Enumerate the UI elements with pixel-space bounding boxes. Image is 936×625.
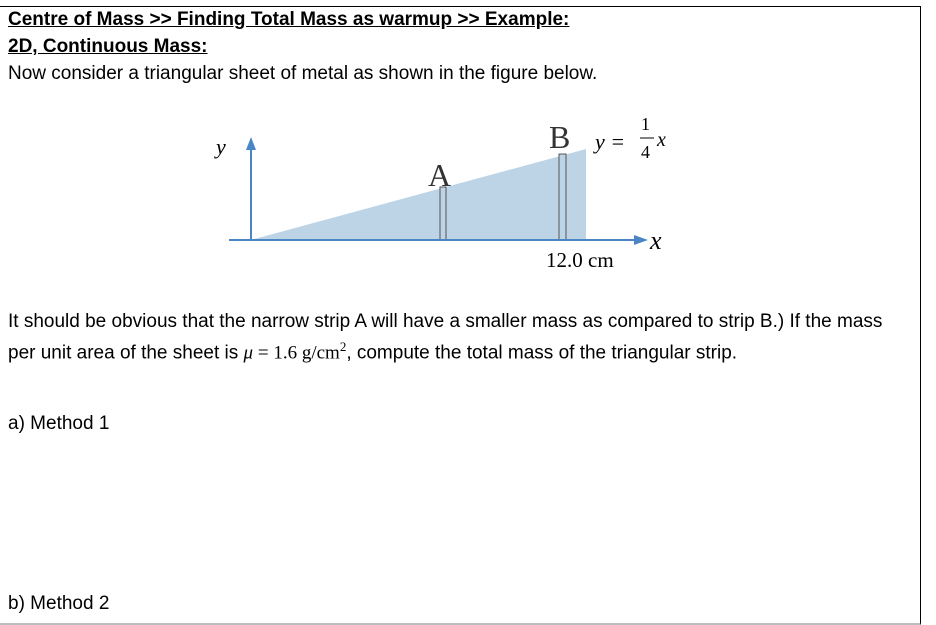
method-b: b) Method 2 bbox=[8, 593, 110, 614]
method-a: a) Method 1 bbox=[8, 413, 110, 434]
equation-lhs: y = bbox=[595, 129, 626, 154]
section-subtitle: 2D, Continuous Mass: bbox=[8, 36, 208, 57]
length-label: 12.0 cm bbox=[546, 248, 614, 272]
x-axis-label: x bbox=[650, 226, 662, 255]
equation-rhs: x bbox=[657, 129, 666, 151]
triangle-figure bbox=[0, 100, 936, 280]
breadcrumb-heading: Centre of Mass >> Finding Total Mass as warmup >> Example: bbox=[8, 9, 570, 30]
problem-statement bbox=[8, 309, 913, 365]
problem-text-1: It should be obvious that the narrow strip A will have a smaller mass as compared to strip B.) If the mass per unit area of the sheet is bbox=[8, 311, 883, 364]
strip-b bbox=[559, 154, 566, 240]
y-axis-label: y bbox=[216, 134, 226, 159]
mu-value: 1.6 g/cm bbox=[273, 342, 340, 364]
strip-a bbox=[440, 187, 446, 240]
intro-text: Now consider a triangular sheet of metal as shown in the figure below. bbox=[8, 63, 598, 84]
strip-b-label: B bbox=[549, 119, 571, 155]
equals-sign: = bbox=[253, 342, 274, 364]
fraction-numerator: 1 bbox=[641, 114, 650, 134]
y-axis-arrow bbox=[246, 137, 256, 150]
problem-text-2: , compute the total mass of the triangular strip. bbox=[346, 342, 738, 364]
fraction-denominator: 4 bbox=[641, 142, 650, 162]
triangular-sheet bbox=[251, 149, 586, 240]
x-axis-arrow bbox=[634, 235, 648, 245]
strip-a-label: A bbox=[428, 157, 452, 193]
mu-exponent: 2 bbox=[339, 339, 347, 354]
mu-symbol: μ bbox=[243, 342, 254, 364]
